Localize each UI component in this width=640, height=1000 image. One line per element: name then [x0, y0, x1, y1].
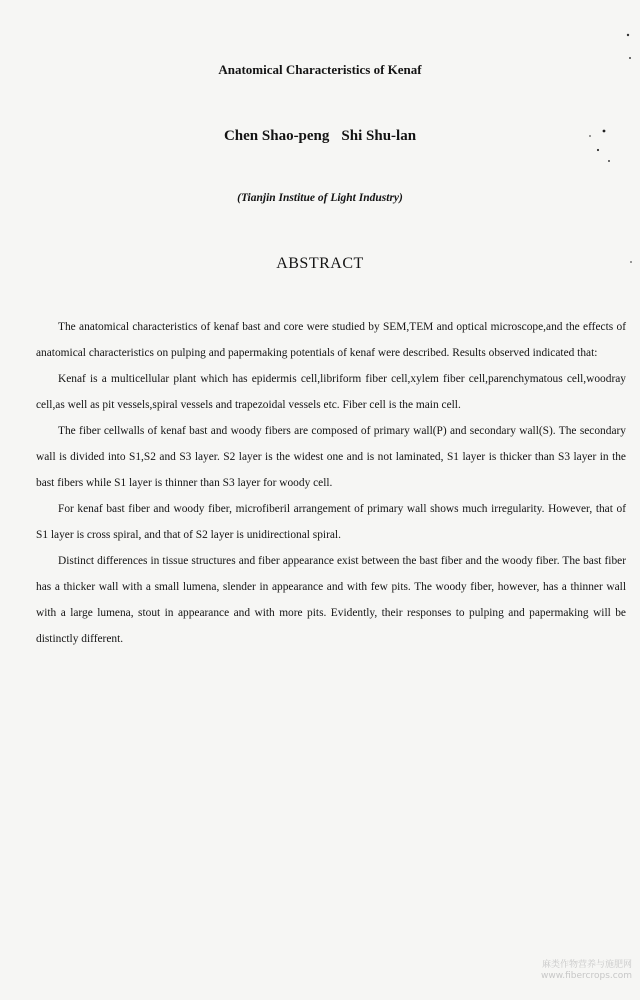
- abstract-paragraph: The anatomical characteristics of kenaf bast and core were studied by SEM,TEM and optical microscope,and the effects of anatomical characteristics on pulping and papermaking potentials of kenaf were described. Results observed indicated that:: [36, 321, 626, 359]
- abstract-paragraph: Distinct differences in tissue structures and fiber appearance exist between the bast fiber and the woody fiber. The bast fiber has a thicker wall with a small lumena, slender in appearance and with few pits. The woody fiber, however, has a thinner wall with a large lumena, stout in appearance and with more pits. Evidently, their responses to pulping and papermaking will be distinctly different.: [36, 555, 626, 645]
- abstract-paragraph: For kenaf bast fiber and woody fiber, microfiberil arrangement of primary wall shows much irregularity. However, that of S1 layer is cross spiral, and that of S2 layer is unidirectional spiral.: [36, 503, 626, 541]
- site-watermark: [541, 960, 632, 982]
- watermark-text: 麻类作物营养与施肥网: [541, 960, 632, 970]
- author-name: Chen Shao-peng: [223, 128, 330, 144]
- watermark-url: www.fibercrops.com: [541, 971, 632, 981]
- author-name: Shi Shu-lan: [341, 128, 417, 144]
- abstract-paragraph: Kenaf is a multicellular plant which has epidermis cell,libriform fiber cell,xylem fiber cell,parenchymatous cell,woodray cell,as well as pit vessels,spiral vessels and trapezoidal vessels etc. Fiber cell is the main cell.: [36, 373, 626, 411]
- abstract-paragraph: The fiber cellwalls of kenaf bast and woody fibers are composed of primary wall(P) and secondary wall(S). The secondary wall is divided into S1,S2 and S3 layer. S2 layer is the widest one and is not laminated, S1 layer is thicker than S3 layer in the bast fibers while S1 layer is thinner than S3 layer for woody cell.: [36, 425, 626, 489]
- paper-title: Anatomical Characteristics of Kenaf: [218, 62, 422, 77]
- author-affiliation: (Tianjin Institue of Light Industry): [237, 192, 403, 204]
- abstract-heading: ABSTRACT: [276, 255, 364, 272]
